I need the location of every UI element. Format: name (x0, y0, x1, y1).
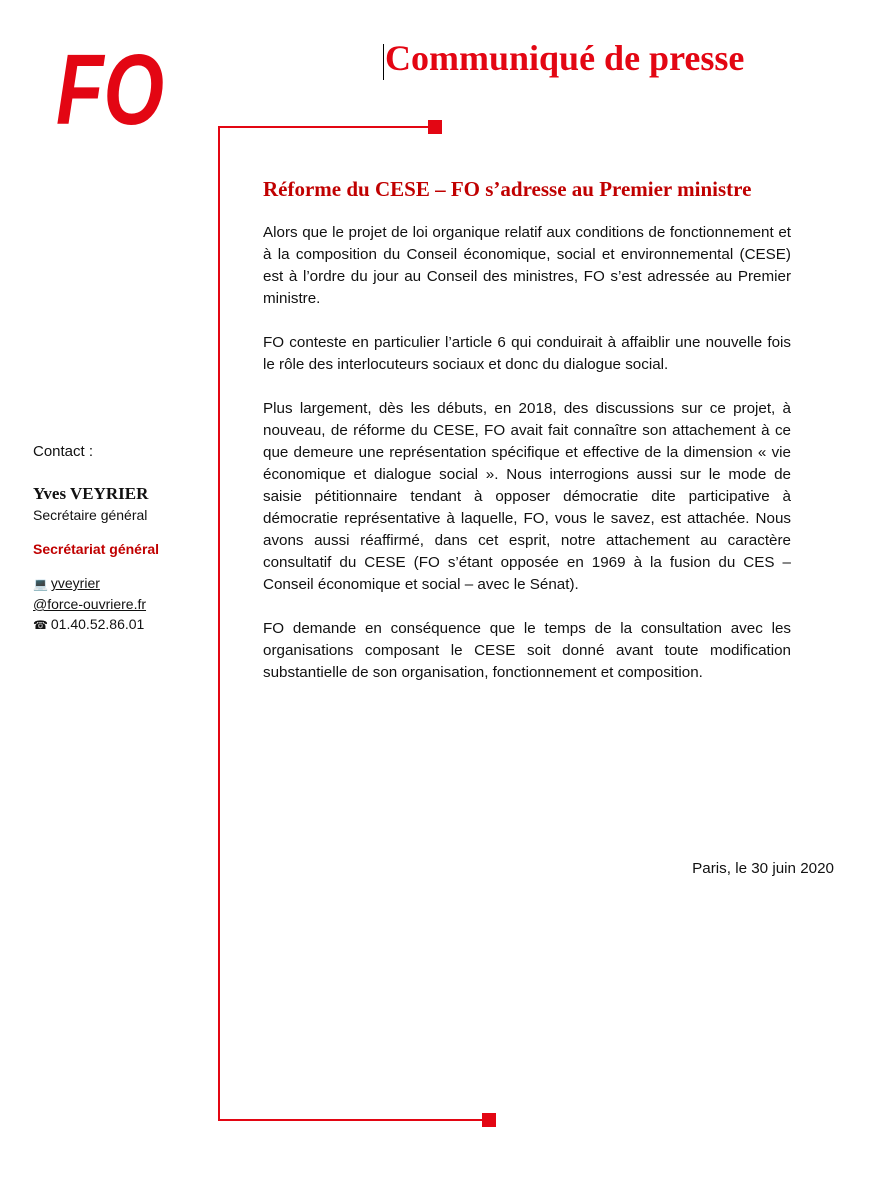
frame-bottom-line (218, 1119, 486, 1121)
fo-logo (52, 28, 172, 146)
contact-heading: Contact : (33, 443, 94, 460)
contact-email-user[interactable]: yveyrier (50, 575, 100, 591)
article-paragraph-2: FO conteste en particulier l’article 6 qui conduirait à affaiblir une nouvelle fois le rôle des interlocuteurs sociaux et donc du dialogue social. (263, 334, 791, 373)
contact-phone-line (33, 614, 213, 635)
frame-top-line (218, 126, 432, 128)
contact-role: Secrétaire général (33, 507, 148, 523)
article-date: Paris, le 30 juin 2020 (692, 860, 834, 877)
contact-email-line (33, 573, 213, 594)
contact-phone: 01.40.52.86.01 (50, 616, 145, 632)
laptop-icon: 💻 (33, 577, 48, 591)
article-paragraph-4: FO demande en conséquence que le temps de la consultation avec les organisations composant le CESE soit donné avant toute modification substantielle de son organisation, fonctionnement et composition. (263, 620, 791, 681)
phone-icon: ☎ (33, 618, 48, 632)
article-body (263, 178, 791, 684)
page-title: Communiqué de presse (385, 38, 745, 78)
contact-department: Secrétariat général (33, 541, 160, 557)
frame-vertical-line (218, 126, 220, 1121)
contact-email-domain-line (33, 594, 213, 614)
article-headline: Réforme du CESE – FO s’adresse au Premier ministre (263, 177, 752, 201)
contact-block (33, 441, 213, 635)
article-paragraph-3: Plus largement, dès les débuts, en 2018, des discussions sur ce projet, à nouveau, de réforme du CESE, FO avait fait connaître son attachement à ce que demeure une représentation spécifique et effective de la dimension « vie économique et dialogue social ». Nous interrogions aussi sur le mode de saisie pétitionnaire tendant à opposer démocratie dite participative à démocratie représentative à laquelle, FO, vous le savez, est attachée. Nous avons aussi réaffirmé, dans cet esprit, notre attachement au caractère consultatif du CESE (FO s’étant opposée en 1969 à la fusion du CES – Conseil économique et social – avec le Sénat). (263, 400, 791, 593)
article-paragraph-1: Alors que le projet de loi organique relatif aux conditions de fonctionnement et à la composition du Conseil économique, social et environnemental (CESE) est à l’ordre du jour au Conseil des ministres, FO s’est adressée au Premier ministre. (263, 224, 791, 307)
contact-email-domain[interactable]: @force-ouvriere.fr (33, 596, 147, 612)
frame-top-square (428, 120, 442, 134)
contact-name: Yves VEYRIER (33, 484, 149, 503)
frame-bottom-square (482, 1113, 496, 1127)
fo-logo-text: FO (56, 34, 164, 146)
